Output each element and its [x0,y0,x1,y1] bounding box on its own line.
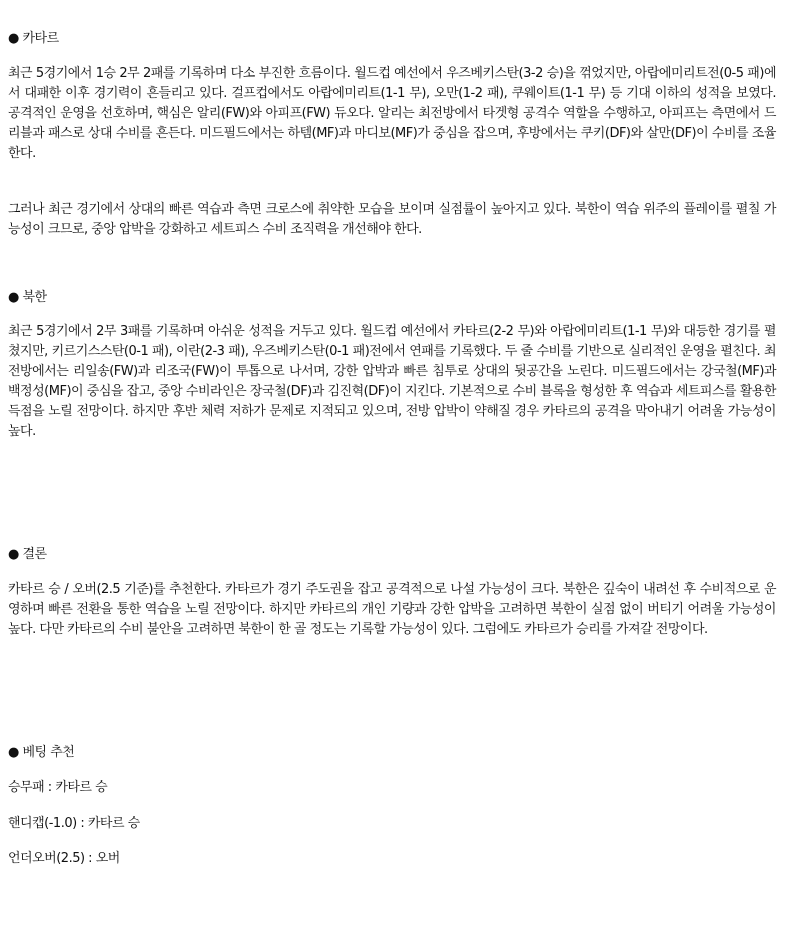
betting-line-win-draw-loss: 승무패 : 카타르 승 [8,780,108,795]
section-heading-conclusion: ● 결론 [8,547,47,562]
section-heading-qatar: ● 카타르 [8,31,59,46]
section-heading-north-korea: ● 북한 [8,290,47,305]
north-korea-analysis-paragraph: 최근 5경기에서 2무 3패를 기록하며 아쉬운 성적을 거두고 있다. 월드컵 예선에서 카타르(2-2 무)와 아랍에미리트(1-1 무)와 대등한 경기를 펼쳤지만, 키르기스스탄(0-1 패), 이란(2-3 패), 우즈베키스탄(0-1 패)전에서 연패를 기록했다. 두 줄 수비를 기반으로 실리적인 운영을 펼친다. 최전방에서는 리일송(FW)과 리조국(FW)이 투톱으로 나서며, 강한 압박과 빠른 침투로 상대의 뒷공간을 노린다. 미드필드에서는 강국철(MF)과 백정성(MF)이 중심을 잡고, 중앙 수비라인은 장국철(DF)과 김진혁(DF)이 지킨다. 기본적으로 수비 블록을 형성한 후 역습과 세트피스를 활용한 득점을 노릴 전망이다. 하지만 후반 체력 저하가 문제로 지적되고 있으며, 전방 압박이 약해질 경우 카타르의 공격을 막아내기 어려울 가능성이 높다. [8,324,776,439]
qatar-weakness-paragraph: 그러나 최근 경기에서 상대의 빠른 역습과 측면 크로스에 취약한 모습을 보이며 실점률이 높아지고 있다. 북한이 역습 위주의 플레이를 펼칠 가능성이 크므로, 중앙 압박을 강화하고 세트피스 수비 조직력을 개선해야 한다. [8,202,776,237]
conclusion-paragraph: 카타르 승 / 오버(2.5 기준)를 추천한다. 카타르가 경기 주도권을 잡고 공격적으로 나설 가능성이 크다. 북한은 깊숙이 내려선 후 수비적으로 운영하며 빠른 전환을 통한 역습을 노릴 전망이다. 하지만 카타르의 개인 기량과 강한 압박을 고려하면 북한이 실점 없이 버티기 어려울 가능성이 높다. 다만 카타르의 수비 불안을 고려하면 북한이 한 골 정도는 기록할 가능성이 있다. 그럼에도 카타르가 승리를 가져갈 전망이다. [8,582,776,637]
betting-line-handicap: 핸디캡(-1.0) : 카타르 승 [8,816,140,831]
qatar-analysis-paragraph: 최근 5경기에서 1승 2무 2패를 기록하며 다소 부진한 흐름이다. 월드컵 예선에서 우즈베키스탄(3-2 승)을 꺾었지만, 아랍에미리트전(0-5 패)에서 대패한 이후 경기력이 흔들리고 있다. 걸프컵에서도 아랍에미리트(1-1 무), 오만(1-2 패), 쿠웨이트(1-1 무) 등 기대 이하의 성적을 보였다. 공격적인 운영을 선호하며, 핵심은 알리(FW)와 아피프(FW) 듀오다. 알리는 최전방에서 타겟형 공격수 역할을 수행하고, 아피프는 측면에서 드리블과 패스로 상대 수비를 흔든다. 미드필드에서는 하템(MF)과 마디보(MF)가 중심을 잡으며, 후방에서는 쿠키(DF)와 살만(DF)이 수비를 조율한다. [8,66,776,161]
betting-line-over-under: 언더오버(2.5) : 오버 [8,851,120,866]
section-heading-betting: ● 베팅 추천 [8,745,75,760]
